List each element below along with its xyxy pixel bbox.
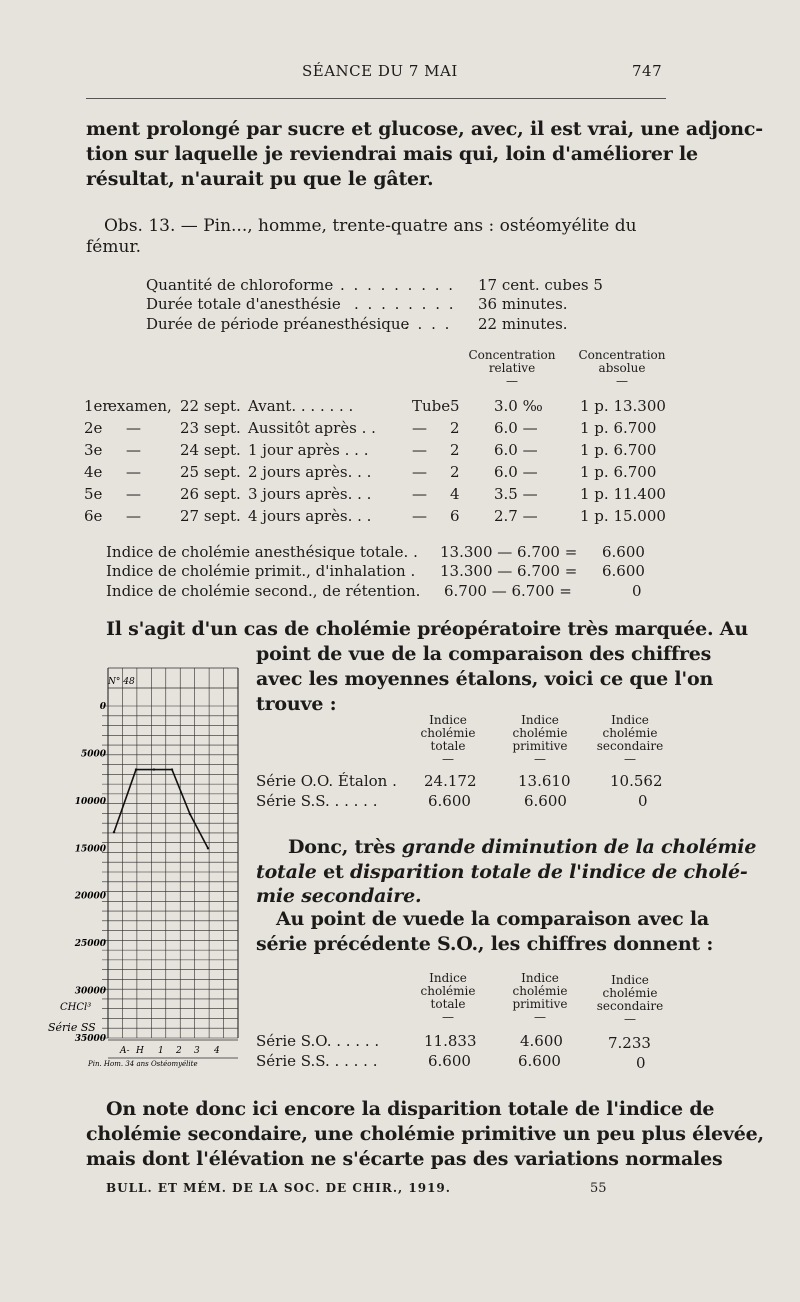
data-point [113, 831, 115, 833]
x-tick-label: 2 [176, 1046, 182, 1056]
page-number: 747 [632, 62, 663, 80]
graph-label-top: N° 48 [108, 677, 135, 687]
footer-signature: 55 [590, 1181, 607, 1196]
x-tick-label: A- [120, 1046, 130, 1056]
para-line: avec les moyennes étalons, voici ce que l'on [256, 668, 714, 690]
conclusion-line: Au point de vuede la comparaison avec la [276, 908, 710, 930]
indice-result: 6.600 [602, 543, 645, 561]
quantity-value: 17 cent. cubes 5 [478, 276, 603, 294]
final-line: mais dont l'élévation ne s'écarte pas des variations normales [86, 1148, 723, 1170]
y-tick-label: 20000 [74, 891, 106, 902]
x-tick-label: 3 [194, 1046, 200, 1056]
running-title: SÉANCE DU 7 MAI [302, 62, 458, 80]
indice-label: Indice de cholémie second., de rétention. [106, 582, 421, 600]
chart-grid [99, 668, 238, 1058]
indice-formula: 13.300 — 6.700 = [440, 543, 578, 561]
y-tick-label: 10000 [74, 796, 106, 807]
chart-y-ticks [74, 702, 107, 1044]
conclusion-line: totale et disparition totale de l'indice de cholé- [256, 861, 748, 883]
col-header-relative: Concentration relative — [468, 348, 556, 388]
graph-label-chcl: CHCl³ [60, 1002, 92, 1013]
leader-dots: . . . . [404, 315, 452, 333]
quantity-label: Durée totale d'anesthésie [146, 295, 341, 313]
data-point [171, 768, 173, 770]
y-tick-label: 35000 [74, 1034, 106, 1044]
footer-journal: BULL. ET MÉM. DE LA SOC. DE CHIR., 1919. [106, 1181, 451, 1195]
intro-line: résultat, n'aurait pu que le gâter. [86, 168, 434, 190]
leader-dots: . . . . . . . . [354, 295, 456, 313]
indice-result: 0 [632, 582, 642, 600]
graph-label-bottom: Pin. Hom. 34 ans Ostéomyélite [88, 1060, 198, 1068]
para-line: trouve : [256, 693, 337, 715]
y-tick-label: 15000 [74, 844, 106, 855]
final-line: cholémie secondaire, une cholémie primitive un peu plus élevée, [86, 1123, 764, 1145]
indice-formula: 13.300 — 6.700 = [440, 562, 578, 580]
y-tick-label: 25000 [74, 939, 106, 950]
quantity-value: 22 minutes. [478, 315, 568, 333]
indice-result: 6.600 [602, 562, 645, 580]
intro-line: tion sur laquelle je reviendrai mais qui, loin d'améliorer le [86, 143, 698, 165]
conclusion-line: mie secondaire. [256, 885, 422, 907]
quantity-label: Durée de période préanesthésique [146, 315, 410, 333]
para-line: point de vue de la comparaison des chiffres [256, 643, 712, 665]
final-line: On note donc ici encore la disparition totale de l'indice de [106, 1098, 715, 1120]
para-line: Il s'agit d'un cas de cholémie préopératoire très marquée. Au [106, 618, 748, 640]
y-tick-label: 5000 [80, 749, 106, 760]
graph-label-serie: Série SS [48, 1021, 96, 1034]
conclusion-line: série précédente S.O., les chiffres donnent : [256, 933, 714, 955]
data-point [207, 847, 209, 849]
chart-x-labels [119, 1046, 220, 1056]
x-tick-label: H [136, 1046, 144, 1056]
col-header-absolue: Concentration absolue — [578, 348, 666, 388]
data-point [189, 813, 191, 815]
header-rule [86, 98, 666, 99]
data-point [135, 768, 137, 770]
quantity-label: Quantité de chloroforme [146, 276, 334, 294]
observation-line: fémur. [86, 237, 142, 257]
data-point [153, 768, 155, 770]
x-tick-label: 4 [214, 1046, 220, 1056]
indice-label: Indice de cholémie primit., d'inhalation . [106, 562, 416, 580]
indice-formula: 6.700 — 6.700 = [444, 582, 572, 600]
series-line [114, 770, 208, 849]
conclusion-line: Donc, très grande diminution de la cholémie [288, 836, 757, 858]
leader-dots: . . . . . . . . . [340, 276, 456, 294]
intro-line: ment prolongé par sucre et glucose, avec, il est vrai, une adjonc- [86, 118, 763, 140]
indice-label: Indice de cholémie anesthésique totale. . [106, 543, 418, 561]
x-tick-label: 1 [158, 1046, 164, 1056]
quantity-value: 36 minutes. [478, 295, 568, 313]
observation-line: Obs. 13. — Pin..., homme, trente-quatre ans : ostéomyélite du [104, 216, 637, 236]
cholemia-chart [48, 658, 248, 1078]
y-tick-label: 30000 [74, 986, 106, 997]
y-tick-label: 0 [99, 702, 106, 712]
